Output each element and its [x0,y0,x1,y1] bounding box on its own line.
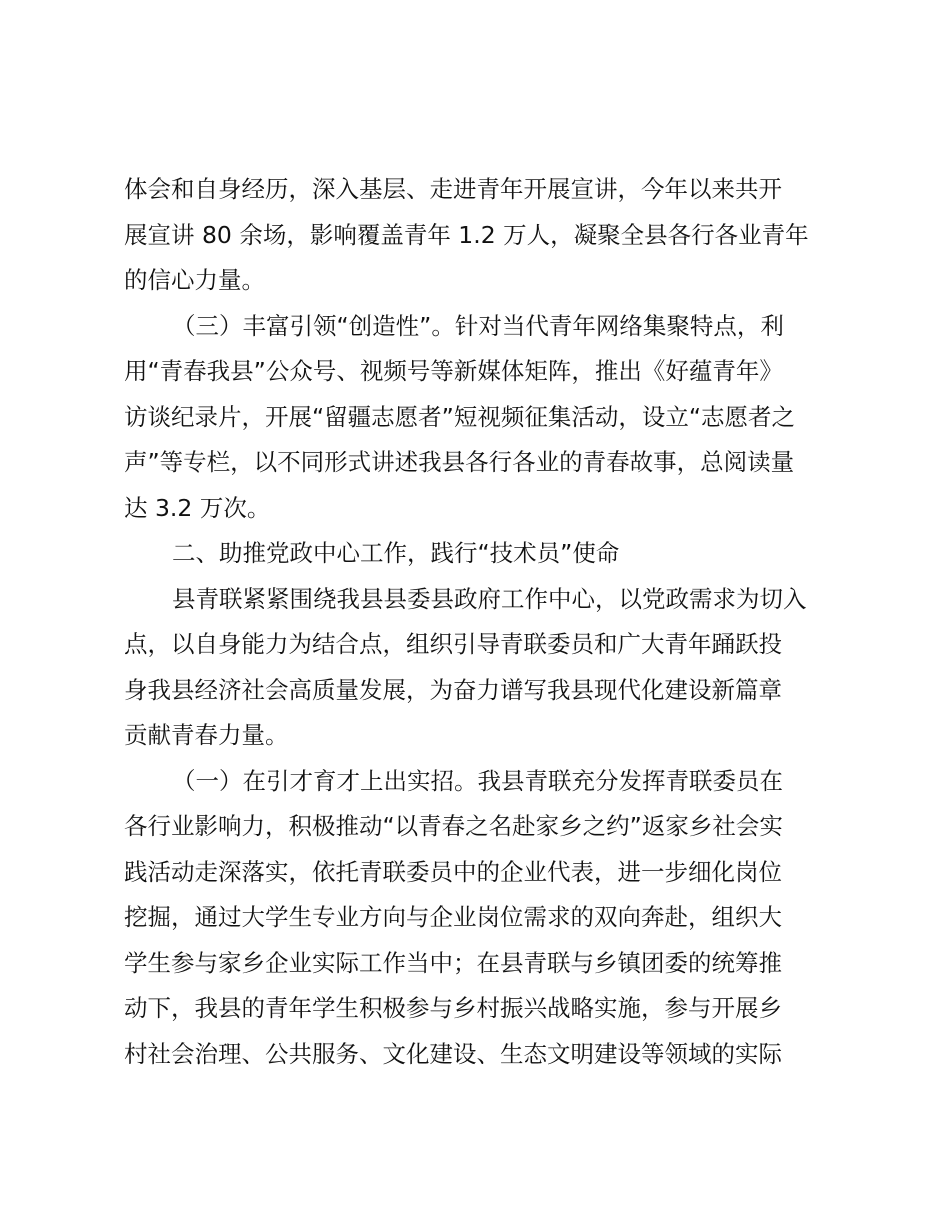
paragraph-line: 的信心力量。 [124,266,265,294]
paragraph-line: 挖掘，通过大学生专业方向与企业岗位需求的双向奔赴，组织大 [124,903,782,931]
paragraph-line: 身我县经济社会高质量发展，为奋力谱写我县现代化建设新篇章 [124,675,782,704]
paragraph-line: 践活动走深落实，依托青联委员中的企业代表，进一步细化岗位 [124,857,782,886]
section-heading: 二、助推党政中心工作，践行“技术员”使命 [172,539,620,567]
paragraph-line: 各行业影响力，积极推动“以青春之名赴家乡之约”返家乡社会实 [124,812,783,840]
paragraph-line: 访谈纪录片，开展“留疆志愿者”短视频征集活动，设立“志愿者之 [124,402,796,431]
subsection-heading-line: （三）丰富引领“创造性”。针对当代青年网络集聚特点，利 [172,311,784,340]
document-body [124,167,836,1077]
paragraph-line: 用“青春我县”公众号、视频号等新媒体矩阵，推出《好蕴青年》 [124,357,783,385]
paragraph-line: 村社会治理、公共服务、文化建设、生态文明建设等领域的实际 [124,1039,782,1068]
paragraph-line: 学生参与家乡企业实际工作当中；在县青联与乡镇团委的统筹推 [124,948,782,977]
paragraph-line: 声”等专栏，以不同形式讲述我县各行各业的青春故事，总阅读量 [124,448,795,476]
paragraph-line: 达 3.2 万次。 [124,493,271,522]
paragraph-line: 体会和自身经历，深入基层、走进青年开展宣讲，今年以来共开 [124,175,782,203]
paragraph-line: 贡献青春力量。 [124,721,289,749]
paragraph-line: 点，以自身能力为结合点，组织引导青联委员和广大青年踊跃投 [124,630,782,658]
subsection-heading-line: （一）在引才育才上出实招。我县青联充分发挥青联委员在 [172,766,783,795]
paragraph-line: 展宣讲 80 余场，影响覆盖青年 1.2 万人，凝聚全县各行各业青年 [124,220,809,249]
paragraph-line: 动下，我县的青年学生积极参与乡村振兴战略实施，参与开展乡 [124,994,782,1022]
paragraph-line: 县青联紧紧围绕我县县委县政府工作中心，以党政需求为切入 [172,584,807,613]
